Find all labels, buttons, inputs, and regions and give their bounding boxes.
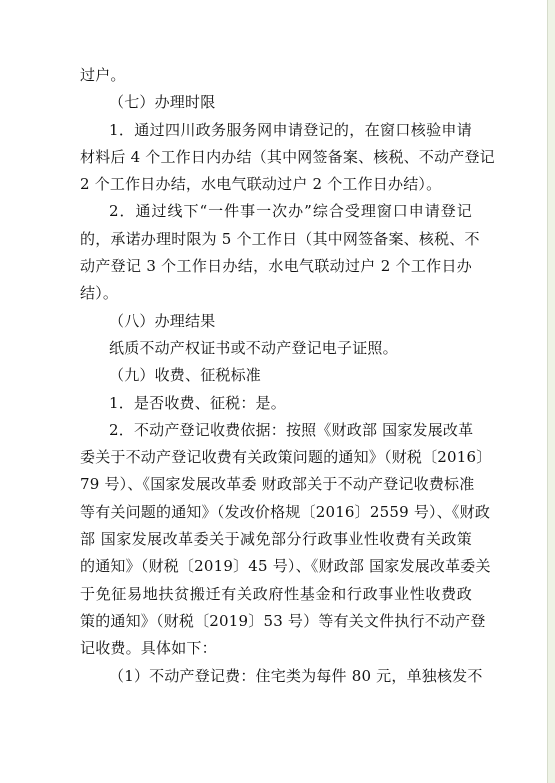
text-line: 等有关问题的通知》（发改价格规〔2016〕2559 号）、《财政 bbox=[80, 502, 491, 521]
text-line: 部 国家发展改革委关于减免部分行政事业性收费有关政策 bbox=[80, 530, 472, 549]
text-line: 策的通知》（财税〔2019〕53 号）等有关文件执行不动产登 bbox=[80, 611, 486, 630]
text-line: 2．不动产登记收费依据：按照《财政部 国家发展改革 bbox=[109, 420, 474, 439]
text-line: 79 号）、《国家发展改革委 财政部关于不动产登记收费标准 bbox=[80, 475, 475, 494]
text-line: 的，承诺办理时限为 5 个工作日（其中网签备案、核税、不 bbox=[80, 229, 480, 248]
viewer-edge bbox=[547, 0, 555, 783]
text-line: 1．通过四川政务服务网申请登记的，在窗口核验申请 bbox=[109, 120, 472, 139]
section-heading: （七）办理时限 bbox=[109, 93, 216, 112]
text-line: 纸质不动产权证书或不动产登记电子证照。 bbox=[109, 338, 398, 357]
text-line: 材料后 4 个工作日内办结（其中网签备案、核税、不动产登记 bbox=[80, 147, 495, 166]
text-line: 的通知》（财税〔2019〕45 号）、《财政部 国家发展改革委关 bbox=[80, 557, 491, 576]
text-line: 记收费。具体如下： bbox=[80, 639, 217, 658]
document-body bbox=[80, 62, 495, 690]
section-heading: （九）收费、征税标准 bbox=[109, 366, 262, 385]
text-line: 动产登记 3 个工作日办结，水电气联动过户 2 个工作日办 bbox=[80, 257, 472, 276]
text-line: （1）不动产登记费：住宅类为每件 80 元，单独核发不 bbox=[109, 666, 483, 685]
text-line: 2．通过线下“一件事一次办”综合受理窗口申请登记 bbox=[109, 202, 472, 221]
text-line: 于免征易地扶贫搬迁有关政府性基金和行政事业性收费政 bbox=[80, 584, 472, 603]
section-heading: （八）办理结果 bbox=[109, 311, 216, 330]
text-line: 2 个工作日办结，水电气联动过户 2 个工作日办结）。 bbox=[80, 175, 442, 194]
text-line: 过户。 bbox=[80, 66, 126, 84]
text-line: 1．是否收费、征税：是。 bbox=[109, 393, 286, 412]
text-line: 结）。 bbox=[80, 284, 119, 303]
text-line: 委关于不动产登记收费有关政策问题的通知》（财税〔2016〕 bbox=[80, 448, 492, 467]
